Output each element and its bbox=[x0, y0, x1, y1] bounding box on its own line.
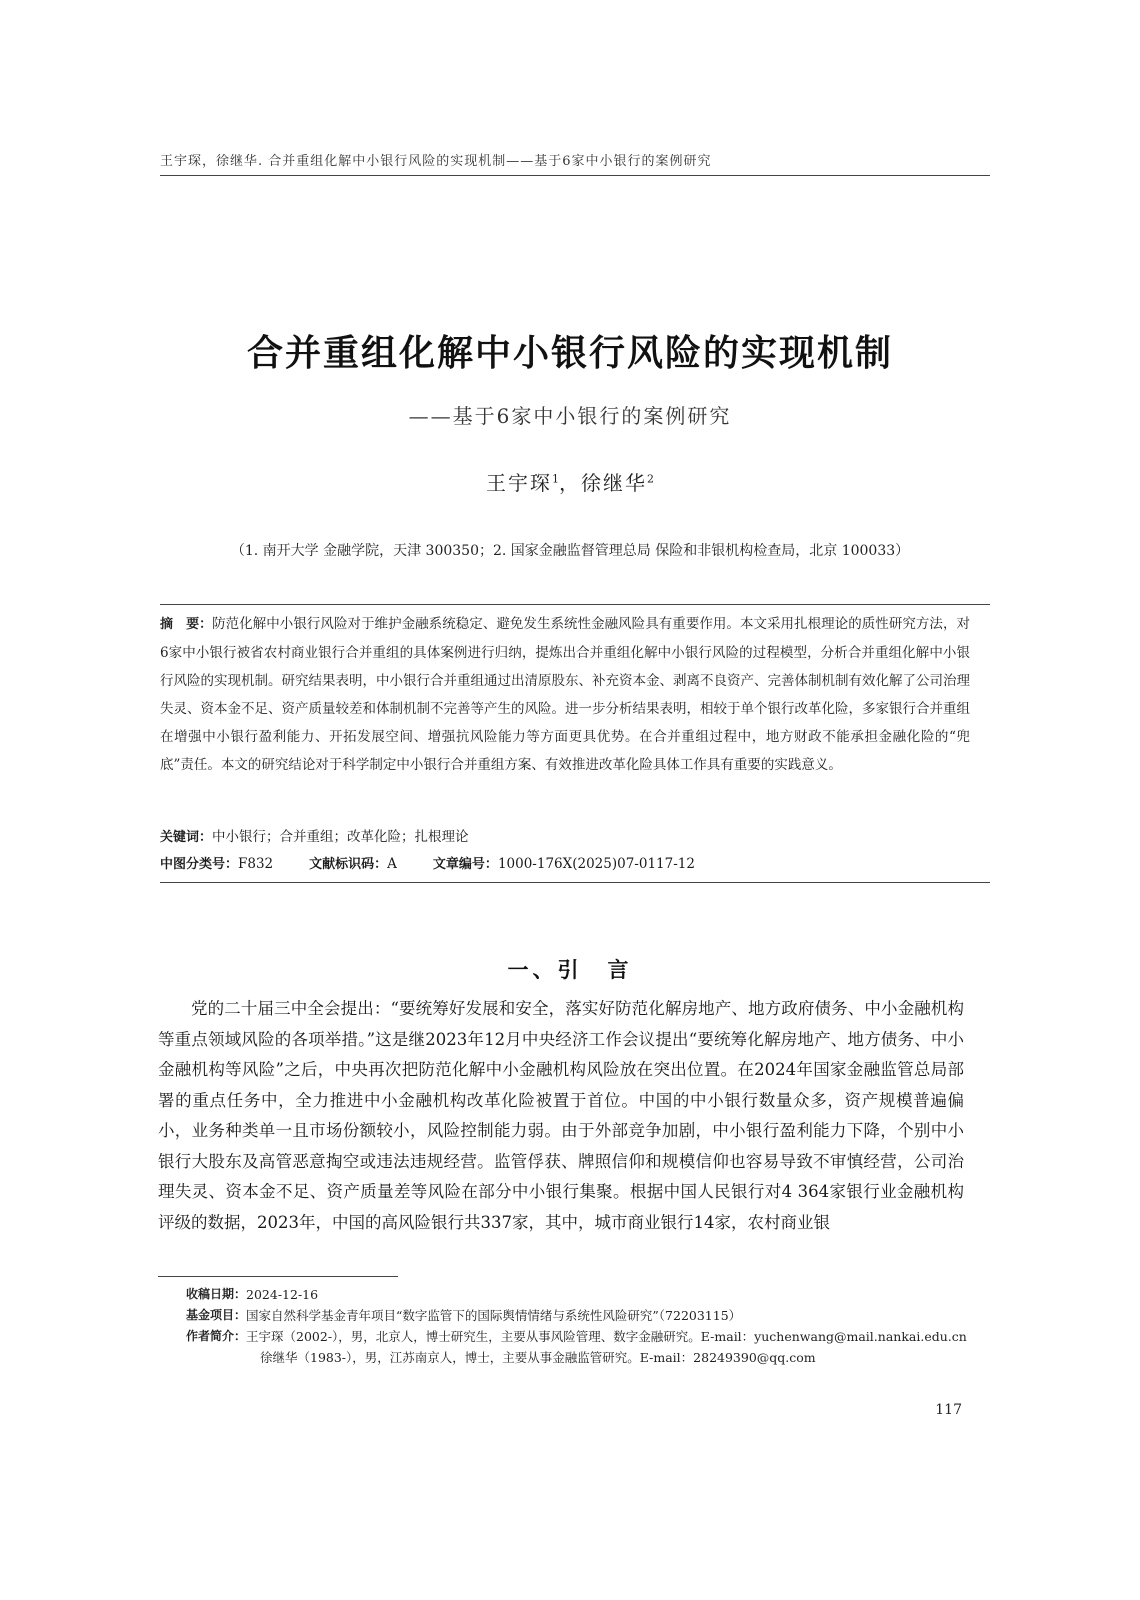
keywords bbox=[160, 825, 990, 850]
article-no-value: 1000-176X(2025)07-0117-12 bbox=[497, 856, 695, 872]
abstract-text: 防范化解中小银行风险对于维护金融系统稳定、避免发生系统性金融风险具有重要作用。本文采用扎根理论的质性研究方法，对6家中小银行被省农村商业银行合并重组的具体案例进行归纳，提炼出合并重组化解中小银行风险的过程模型，分析合并重组化解中小银行风险的实现机制。研究结果表明，中小银行合并重组通过出清原股东、补充资本金、剥离不良资产、完善体制机制有效化解了公司治理失灵、资本金不足、资产质量较差和体制机制不完善等产生的风险。进一步分析结果表明，相较于单个银行改革化险，多家银行合并重组在增强中小银行盈利能力、开拓发展空间、增强抗风险能力等方面更具优势。在合并重组过程中，地方财政不能承担金融化险的“兜底”责任。本文的研究结论对于科学制定中小银行合并重组方案、有效推进改革化险具体工作具有重要的实践意义。 bbox=[160, 616, 970, 773]
received-value: 2024-12-16 bbox=[246, 1287, 319, 1302]
affiliations: （1. 南开大学 金融学院，天津 300350；2. 国家金融监督管理总局 保险和非银机构检查局，北京 100033） bbox=[230, 543, 910, 559]
bio-label: 作者简介： bbox=[186, 1329, 247, 1343]
author-bio bbox=[186, 1326, 976, 1347]
clc-label: 中图分类号： bbox=[160, 857, 239, 872]
abstract bbox=[160, 610, 970, 779]
author-name: 徐继华 bbox=[581, 471, 647, 495]
running-header: 王宇琛，徐继华. 合并重组化解中小银行风险的实现机制——基于6家中小银行的案例研究 bbox=[160, 154, 712, 169]
section-heading: 一、引 言 bbox=[507, 958, 633, 982]
paper-title: 合并重组化解中小银行风险的实现机制 bbox=[246, 333, 893, 374]
affiliation-mark: 1 bbox=[552, 472, 559, 486]
body-paragraph: 党的二十届三中全会提出：“要统筹好发展和安全，落实好防范化解房地产、地方政府债务、中小金融机构等重点领域风险的各项举措。”这是继2023年12月中央经济工作会议提出“要统筹化解房地产、地方债务、中小金融机构等风险”之后，中央再次把防范化解中小金融机构风险放在突出位置。在2024年国家金融监管总局部署的重点任务中，全力推进中小金融机构改革化险被置于首位。中国的中小银行数量众多，资产规模普遍偏小，业务种类单一且市场份额较小，风险控制能力弱。由于外部竞争加剧，中小银行盈利能力下降，个别中小银行大股东及高管恶意掏空或违法违规经营。监管俘获、牌照信仰和规模信仰也容易导致不审慎经营，公司治理失灵、资本金不足、资产质量差等风险在部分中小银行集聚。根据中国人民银行对4 364家银行业金融机构评级的数据，2023年，中国的高风险银行共337家，其中，城市商业银行14家，农村商业银 bbox=[158, 999, 964, 1232]
fund-label: 基金项目： bbox=[186, 1308, 247, 1322]
fund-project bbox=[186, 1305, 976, 1326]
author-separator: ， bbox=[559, 471, 581, 495]
received-label: 收稿日期： bbox=[186, 1287, 247, 1301]
doc-code-label: 文献标识码： bbox=[309, 857, 388, 872]
abstract-label: 摘 要： bbox=[160, 617, 213, 632]
author-list bbox=[0, 467, 1140, 496]
affiliation-mark: 2 bbox=[647, 472, 654, 486]
bio-second-author: 徐继华（1983-），男，江苏南京人，博士，主要从事金融监管研究。E-mail：28249390@qq.com bbox=[260, 1350, 816, 1365]
clc-value: F832 bbox=[238, 856, 274, 872]
footnotes bbox=[186, 1284, 976, 1368]
keywords-text: 中小银行；合并重组；改革化险；扎根理论 bbox=[212, 829, 469, 845]
bio-first-author: 王宇琛（2002-），男，北京人，博士研究生，主要从事风险管理、数字金融研究。E-mail：yuchenwang@mail.nankai.edu.cn bbox=[246, 1329, 967, 1344]
header-rule bbox=[160, 175, 990, 176]
article-no-label: 文章编号： bbox=[432, 857, 498, 872]
abstract-bottom-rule bbox=[160, 882, 990, 883]
classification-line bbox=[160, 852, 990, 877]
footnote-rule bbox=[158, 1276, 398, 1277]
abstract-top-rule bbox=[160, 604, 990, 605]
doc-code-value: A bbox=[387, 856, 397, 872]
keywords-label: 关键词： bbox=[160, 830, 213, 845]
page-number: 117 bbox=[935, 1402, 962, 1418]
paper-subtitle: ——基于6家中小银行的案例研究 bbox=[408, 404, 732, 428]
author-name: 王宇琛 bbox=[486, 471, 552, 495]
received-date bbox=[186, 1284, 976, 1305]
fund-value: 国家自然科学基金青年项目“数字监管下的国际舆情情绪与系统性风险研究”（72203115） bbox=[246, 1308, 742, 1323]
